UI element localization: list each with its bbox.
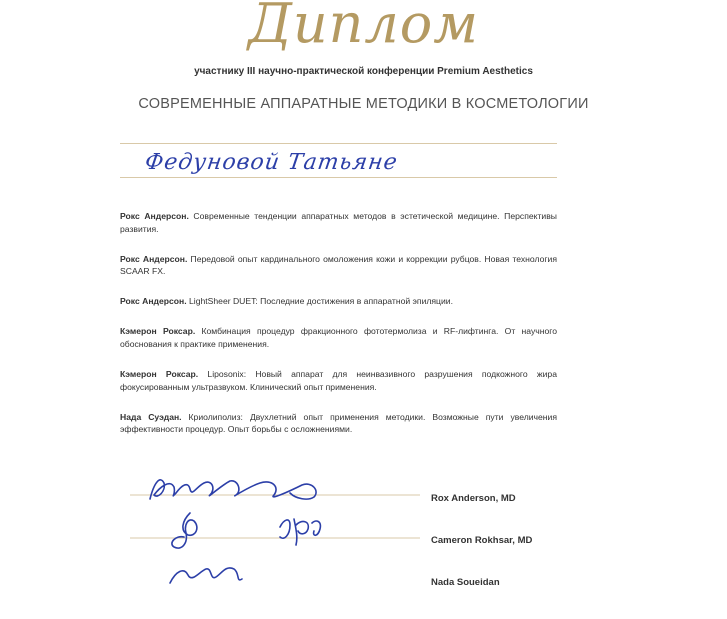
handwritten-signatures (130, 465, 430, 585)
lecture-text: Криолиполиз: Двухлетний опыт применения методики. Возможные пути увеличения эффективности процедур. Опыт борьбы с осложнениями. (120, 411, 557, 435)
signatory-name: Rox Anderson, MD (431, 493, 516, 504)
lecture-speaker: Нада Суэдан. (120, 411, 182, 422)
lecture-speaker: Кэмерон Роксар. (120, 326, 196, 337)
signatory-name: Cameron Rokhsar, MD (431, 535, 533, 546)
conference-title: СОВРЕМЕННЫЕ АППАРАТНЫЕ МЕТОДИКИ В КОСМЕТОЛОГИИ (138, 96, 589, 112)
lecture-speaker: Рокс Андерсон. (120, 211, 189, 221)
lecture-list (120, 210, 557, 454)
top-rule (120, 143, 557, 144)
lecture-item (120, 368, 557, 393)
conference-subtitle: участнику III научно-практической конференции Premium Aesthetics (194, 66, 533, 77)
diploma-title: Диплом (247, 0, 480, 55)
lecture-text: Liposonix: Новый аппарат для неинвазивного разрушения подкожного жира фокусированным ультразвуком. Клинический опыт применения. (120, 369, 557, 392)
signature-nada-soueidan (170, 568, 242, 583)
recipient-name: Федуновой Татьяне (143, 150, 400, 175)
lecture-speaker: Рокс Андерсон. (120, 253, 188, 264)
signature-rox-anderson (150, 480, 316, 499)
name-rule (120, 177, 557, 178)
lecture-item (120, 411, 557, 436)
lecture-text: LightSheer DUET: Последние достижения в аппаратной эпиляции. (186, 296, 453, 307)
lecture-item (120, 253, 557, 278)
signatory-names (431, 493, 532, 619)
lecture-text: Комбинация процедур фракционного фототермолиза и RF-лифтинга. От научного обоснования к практике применения. (120, 326, 557, 350)
lecture-speaker: Кэмерон Роксар. (120, 369, 199, 380)
lecture-item (120, 295, 557, 308)
lecture-speaker: Рокс Андерсон. (120, 296, 187, 307)
lecture-text: Передовой опыт кардинального омоложения кожи и коррекции рубцов. Новая технология SCAAR FX. (120, 253, 557, 277)
lecture-text: Современные тенденции аппаратных методов в эстетической медицине. Перспективы развития. (120, 211, 557, 234)
lecture-item (120, 210, 557, 235)
signature-cameron-rokhsar (172, 513, 320, 548)
signatory-name: Nada Soueidan (431, 577, 500, 588)
lecture-item (120, 325, 557, 350)
